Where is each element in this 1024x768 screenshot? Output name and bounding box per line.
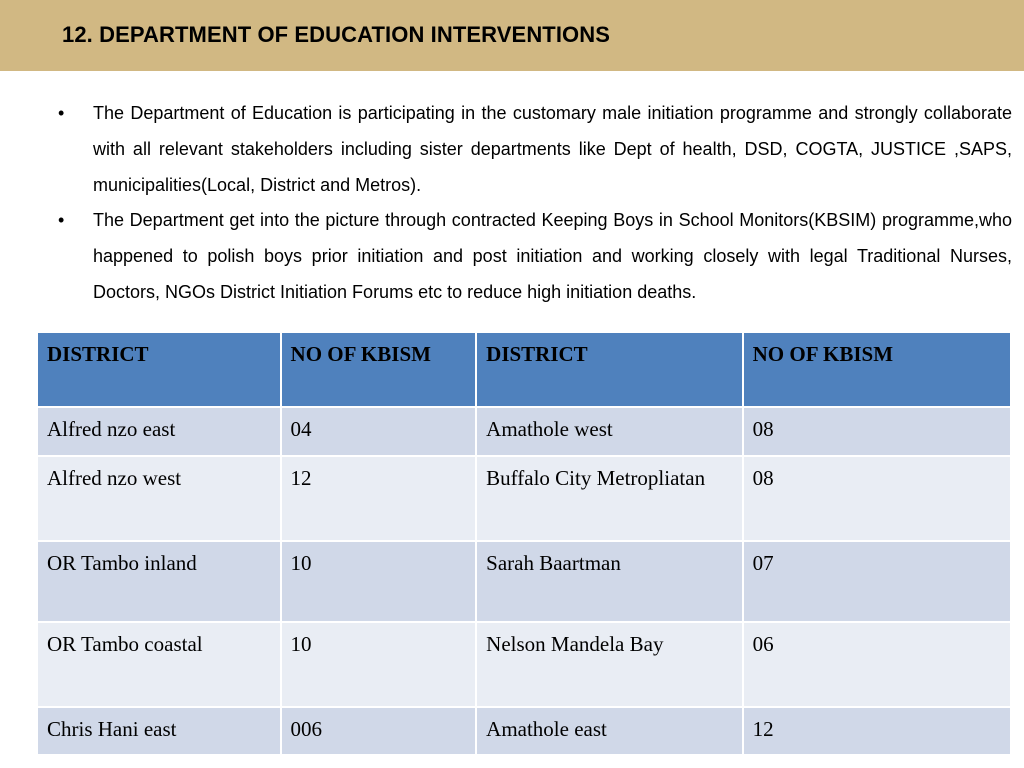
district-cell: Sarah Baartman [476, 541, 742, 622]
bullet-dot-icon: • [58, 103, 65, 123]
district-cell: Amathole west [476, 407, 742, 456]
kbism-count-cell: 10 [281, 541, 477, 622]
district-cell: Nelson Mandela Bay [476, 622, 742, 707]
column-header-district: DISTRICT [476, 332, 742, 407]
bullet-item [58, 96, 1012, 203]
table-row [37, 707, 1011, 755]
table-row [37, 622, 1011, 707]
table-row [37, 456, 1011, 541]
district-cell: Amathole east [476, 707, 742, 755]
kbism-count-cell: 10 [281, 622, 477, 707]
bullet-dot-icon: • [58, 210, 65, 231]
column-header-kbism-count: NO OF KBISM [743, 332, 1011, 407]
kbism-count-cell: 07 [743, 541, 1011, 622]
column-header-district: DISTRICT [37, 332, 281, 407]
kbism-count-cell: 006 [281, 707, 477, 755]
kbism-count-cell: 12 [281, 456, 477, 541]
table-header-row [37, 332, 1011, 407]
page-title: 12. DEPARTMENT OF EDUCATION INTERVENTIONS [62, 22, 611, 47]
kbism-count-cell: 08 [743, 407, 1011, 456]
kbism-count-cell: 12 [743, 707, 1011, 755]
district-cell: OR Tambo coastal [37, 622, 281, 707]
bullet-list [58, 96, 1012, 311]
table-row [37, 541, 1011, 622]
kbism-count-cell: 06 [743, 622, 1011, 707]
bullet-text: The Department of Education is participating in the customary male initiation programme and strongly collaborate with all relevant stakeholders including sister departments like Dept of health, DSD, COGTA, JUSTICE ,SAPS, municipalities(Local, District and Metros). [93, 103, 1012, 195]
district-cell: Buffalo City Metropliatan [476, 456, 742, 541]
kbism-count-cell: 04 [281, 407, 477, 456]
kbism-count-cell: 08 [743, 456, 1011, 541]
kbism-table [36, 331, 1012, 756]
district-cell: Alfred nzo west [37, 456, 281, 541]
bullet-item [58, 203, 1012, 310]
table-row [37, 407, 1011, 456]
column-header-kbism-count: NO OF KBISM [281, 332, 477, 407]
district-cell: Chris Hani east [37, 707, 281, 755]
district-cell: OR Tambo inland [37, 541, 281, 622]
district-cell: Alfred nzo east [37, 407, 281, 456]
bullet-text: The Department get into the picture through contracted Keeping Boys in School Monitors(KBSIM) programme,who happened to polish boys prior initiation and post initiation and working closely with legal Traditional Nurses, Doctors, NGOs District Initiation Forums etc to reduce high initiation deaths. [93, 210, 1012, 302]
